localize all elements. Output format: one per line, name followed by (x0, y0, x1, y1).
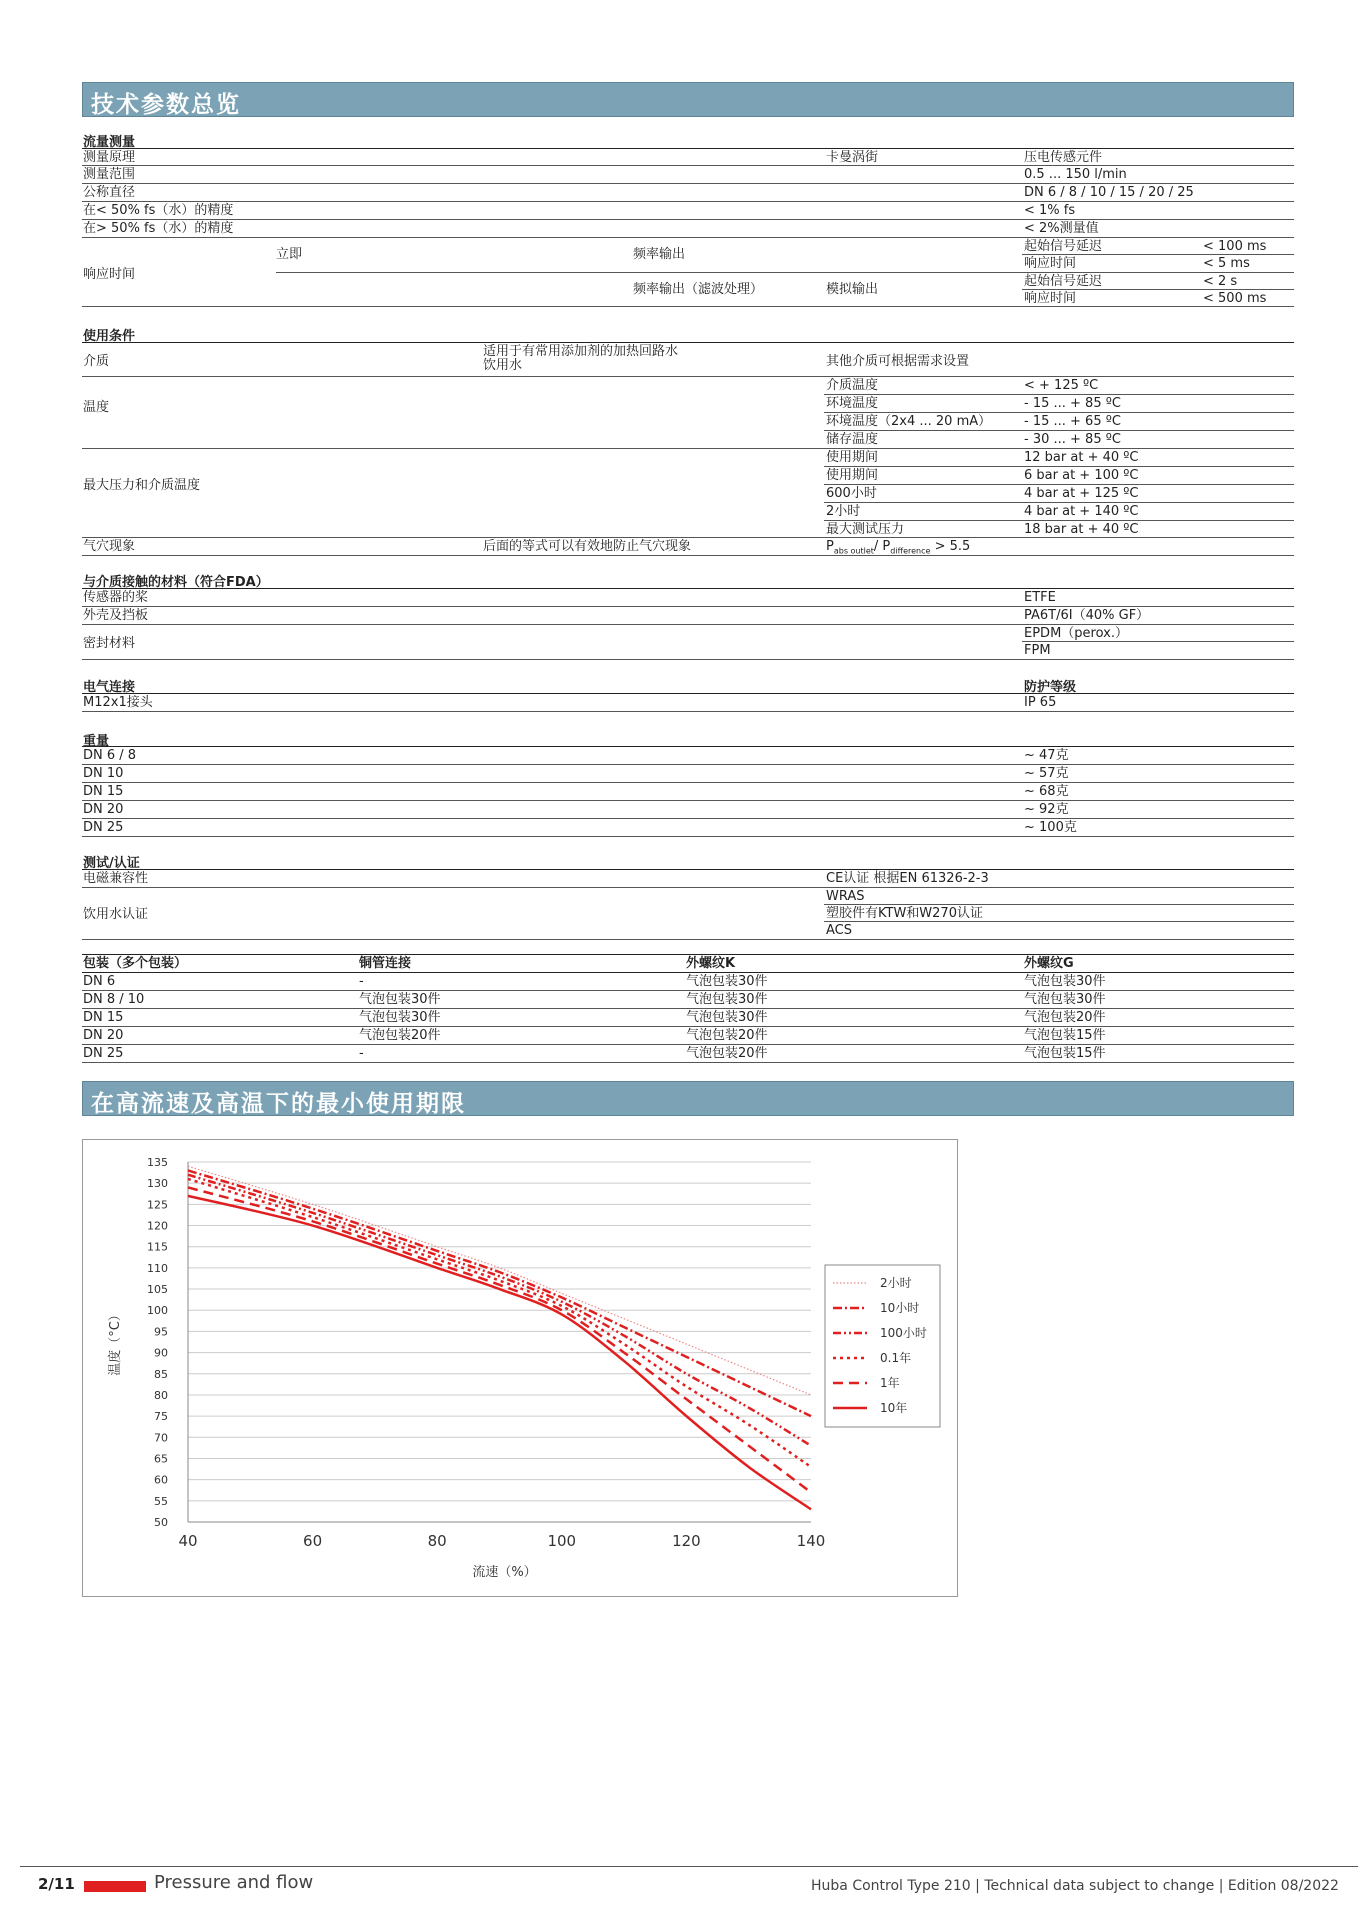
y-tick-label: 120 (147, 1219, 168, 1233)
weight-value: ~ 92克 (1024, 802, 1069, 817)
divider (824, 412, 1294, 413)
divider (824, 904, 1294, 905)
y-tick-label: 70 (154, 1431, 168, 1445)
divider (82, 711, 1294, 712)
emc-label: 电磁兼容性 (83, 871, 149, 886)
divider (82, 555, 1294, 556)
acc-high-value: < 2%测量值 (1024, 221, 1099, 236)
pack-header-col4: 外螺纹G (1024, 956, 1074, 971)
divider (82, 201, 1294, 202)
y-tick-label: 65 (154, 1452, 168, 1466)
start-delay-label: 起始信号延迟 (1024, 239, 1103, 254)
materials-heading: 与介质接触的材料（符合FDA） (83, 575, 269, 590)
pack-cell: DN 20 (83, 1028, 124, 1043)
divider (82, 869, 1294, 870)
y-tick-label: 115 (147, 1240, 168, 1254)
divider (82, 148, 1294, 149)
flow-heading: 流量测量 (83, 135, 136, 150)
legend-label: 1年 (880, 1376, 900, 1390)
footer-divider (20, 1866, 1358, 1867)
pack-cell: 气泡包装20件 (686, 1046, 768, 1061)
legend-label: 10年 (880, 1401, 908, 1415)
divider (82, 818, 1294, 819)
pack-header-col2: 铜管连接 (359, 956, 412, 971)
freq-out-label: 频率输出 (633, 247, 686, 262)
y-tick-label: 75 (154, 1410, 168, 1424)
weight-key: DN 25 (83, 820, 124, 835)
divider (1022, 289, 1294, 290)
pack-cell: 气泡包装30件 (686, 1010, 768, 1025)
temp-row-key: 介质温度 (826, 378, 879, 393)
pack-header-col1: 包装（多个包装） (83, 956, 188, 971)
divider (82, 887, 1294, 888)
weight-value: ~ 47克 (1024, 748, 1069, 763)
pressure-row-value: 6 bar at + 100 ºC (1024, 468, 1139, 483)
y-tick-label: 50 (154, 1516, 168, 1529)
y-tick-label: 100 (147, 1304, 168, 1318)
temp-row-value: - 15 ... + 85 ºC (1024, 396, 1121, 411)
emc-value: CE认证 根据EN 61326-2-3 (826, 871, 989, 886)
y-tick-label: 80 (154, 1388, 168, 1402)
series-line (188, 1179, 811, 1467)
y-tick-label: 60 (154, 1473, 168, 1487)
r1-delay-value: < 100 ms (1203, 239, 1267, 254)
freq-out-filtered-label: 频率输出（滤波处理） (633, 282, 764, 297)
material-value: ETFE (1024, 590, 1056, 605)
pressure-row-key: 使用期间 (826, 468, 879, 483)
cavitation-label: 气穴现象 (83, 539, 136, 554)
divider (1022, 641, 1294, 642)
range-label: 测量范围 (83, 167, 136, 182)
lifetime-chart (83, 1140, 957, 1596)
divider (82, 606, 1294, 607)
y-tick-label: 105 (147, 1283, 168, 1297)
protection-heading: 防护等级 (1024, 680, 1077, 695)
divider (82, 954, 1294, 955)
response-label: 响应时间 (83, 267, 136, 282)
y-tick-label: 95 (154, 1325, 168, 1339)
pack-cell: - (359, 974, 364, 989)
y-tick-label: 135 (147, 1156, 168, 1169)
pack-cell: DN 25 (83, 1046, 124, 1061)
x-tick-label: 120 (672, 1532, 701, 1550)
divider (82, 183, 1294, 184)
weight-heading: 重量 (83, 734, 110, 749)
footer-red-bar (84, 1881, 146, 1892)
temp-row-value: - 30 ... + 85 ºC (1024, 432, 1121, 447)
pressure-row-value: 12 bar at + 40 ºC (1024, 450, 1139, 465)
pressure-label: 最大压力和介质温度 (83, 478, 201, 493)
pack-cell: 气泡包装30件 (359, 992, 441, 1007)
page-number: 2/11 (38, 1875, 75, 1893)
y-tick-label: 85 (154, 1367, 168, 1381)
divider (824, 502, 1294, 503)
resp-time-label: 响应时间 (1024, 256, 1077, 271)
footer-info: Huba Control Type 210 | Technical data subject to change | Edition 08/2022 (811, 1878, 1339, 1894)
pack-cell: - (359, 1046, 364, 1061)
seal-value-2: FPM (1024, 643, 1051, 658)
weight-value: ~ 57克 (1024, 766, 1069, 781)
temp-label: 温度 (83, 400, 110, 415)
temp-row-value: - 15 ... + 65 ºC (1024, 414, 1121, 429)
weight-value: ~ 68克 (1024, 784, 1069, 799)
y-tick-label: 130 (147, 1177, 168, 1191)
x-tick-label: 140 (796, 1532, 826, 1550)
temp-row-key: 环境温度 (826, 396, 879, 411)
series-line (188, 1170, 811, 1416)
material-key: 传感器的桨 (83, 590, 149, 605)
principle-mid: 卡曼涡街 (826, 150, 879, 165)
divider (82, 342, 1294, 343)
r2-resp-value: < 500 ms (1203, 291, 1267, 306)
divider (824, 394, 1294, 395)
r2-delay-value: < 2 s (1203, 274, 1238, 289)
series-line (188, 1166, 811, 1395)
pressure-row-key: 600小时 (826, 486, 877, 501)
cavitation-formula: $P_{abs outlet}/$ $P_{difference} > 5.5$ (826, 539, 971, 556)
pressure-row-key: 2小时 (826, 504, 861, 519)
x-tick-label: 80 (427, 1532, 447, 1550)
y-axis-label: 温度（°C） (108, 1308, 123, 1376)
water-value: 塑胶件有KTW和W270认证 (826, 906, 983, 921)
divider (82, 306, 1294, 307)
divider (82, 836, 1294, 837)
divider (82, 1062, 1294, 1063)
r1-resp-value: < 5 ms (1203, 256, 1250, 271)
temp-row-value: < + 125 ºC (1024, 378, 1099, 393)
divider (82, 537, 1294, 538)
pressure-row-value: 18 bar at + 40 ºC (1024, 522, 1139, 537)
series-line (188, 1187, 811, 1492)
y-tick-label: 90 (154, 1346, 168, 1360)
divider (82, 448, 1294, 449)
acc-low-value: < 1% fs (1024, 203, 1076, 218)
x-tick-label: 60 (303, 1532, 323, 1550)
pack-cell: 气泡包装30件 (1024, 992, 1106, 1007)
temp-row-key: 储存温度 (826, 432, 879, 447)
divider (82, 237, 1294, 238)
divider (82, 939, 1294, 940)
divider (82, 746, 1294, 747)
conditions-heading: 使用条件 (83, 329, 136, 344)
divider (82, 659, 1294, 660)
divider (82, 624, 1294, 625)
divider (824, 520, 1294, 521)
pack-cell: 气泡包装15件 (1024, 1028, 1106, 1043)
divider (1022, 254, 1294, 255)
divider (82, 764, 1294, 765)
divider (82, 165, 1294, 166)
divider (824, 921, 1294, 922)
y-tick-label: 55 (154, 1494, 168, 1508)
dn-value: DN 6 / 8 / 10 / 15 / 20 / 25 (1024, 185, 1194, 200)
divider (82, 693, 1294, 694)
legend-label: 0.1年 (880, 1351, 912, 1365)
water-label: 饮用水认证 (83, 907, 149, 922)
resp-time-label-2: 响应时间 (1024, 291, 1077, 306)
pressure-row-key: 使用期间 (826, 450, 879, 465)
divider (82, 588, 1294, 589)
start-delay-label-2: 起始信号延迟 (1024, 274, 1103, 289)
pack-cell: DN 6 (83, 974, 116, 989)
chart-frame (82, 1139, 958, 1597)
divider (82, 219, 1294, 220)
y-tick-label: 125 (147, 1198, 168, 1212)
legend-label: 100小时 (880, 1326, 927, 1340)
legend-label: 2小时 (880, 1276, 912, 1290)
medium-other: 其他介质可根据需求设置 (826, 354, 970, 369)
principle-label: 测量原理 (83, 150, 136, 165)
x-tick-label: 100 (547, 1532, 577, 1550)
material-value: PA6T/6I（40% GF） (1024, 608, 1150, 623)
divider (82, 1008, 1294, 1009)
divider (276, 272, 1294, 273)
x-axis-label: 流速（%） (472, 1565, 537, 1580)
acc-high-label: 在> 50% fs（水）的精度 (83, 221, 234, 236)
legend-label: 10小时 (880, 1301, 920, 1315)
weight-key: DN 10 (83, 766, 124, 781)
pressure-row-key: 最大测试压力 (826, 522, 905, 537)
divider (82, 376, 1294, 377)
immediate-label: 立即 (276, 247, 303, 262)
pack-cell: 气泡包装30件 (686, 974, 768, 989)
pack-cell: 气泡包装15件 (1024, 1046, 1106, 1061)
divider (82, 1044, 1294, 1045)
chart-banner (82, 1081, 1294, 1116)
x-tick-label: 40 (178, 1532, 198, 1550)
pack-cell: 气泡包装20件 (686, 1028, 768, 1043)
pack-header-col3: 外螺纹K (686, 956, 736, 971)
pressure-row-value: 4 bar at + 140 ºC (1024, 504, 1139, 519)
ip-value: IP 65 (1024, 695, 1057, 710)
pack-cell: 气泡包装20件 (359, 1028, 441, 1043)
pack-cell: 气泡包装20件 (1024, 1010, 1106, 1025)
divider (824, 484, 1294, 485)
water-value: ACS (826, 923, 852, 938)
divider (82, 972, 1294, 973)
water-value: WRAS (826, 889, 865, 904)
seal-label: 密封材料 (83, 636, 136, 651)
overview-title: 技术参数总览 (91, 92, 241, 118)
acc-low-label: 在< 50% fs（水）的精度 (83, 203, 234, 218)
pack-cell: 气泡包装30件 (1024, 974, 1106, 989)
pack-cell: 气泡包装30件 (686, 992, 768, 1007)
weight-key: DN 15 (83, 784, 124, 799)
divider (824, 466, 1294, 467)
overview-banner (82, 82, 1294, 117)
pack-cell: 气泡包装30件 (359, 1010, 441, 1025)
y-tick-label: 110 (147, 1261, 168, 1275)
footer-section: Pressure and flow (154, 1872, 314, 1893)
material-key: 外壳及挡板 (83, 608, 149, 623)
weight-value: ~ 100克 (1024, 820, 1077, 835)
medium-line1: 适用于有常用添加剂的加热回路水 (483, 344, 679, 359)
cavitation-text: 后面的等式可以有效地防止气穴现象 (483, 539, 692, 554)
medium-line2: 饮用水 (483, 358, 523, 373)
temp-row-key: 环境温度（2x4 ... 20 mA） (826, 414, 992, 429)
pressure-row-value: 4 bar at + 125 ºC (1024, 486, 1139, 501)
seal-value-1: EPDM（perox.） (1024, 626, 1128, 641)
range-value: 0.5 ... 150 l/min (1024, 167, 1127, 182)
tests-heading: 测试/认证 (83, 856, 140, 871)
pack-cell: DN 8 / 10 (83, 992, 145, 1007)
medium-label: 介质 (83, 354, 110, 369)
divider (824, 430, 1294, 431)
connector-value: M12x1接头 (83, 695, 153, 710)
divider (82, 782, 1294, 783)
divider (82, 1026, 1294, 1027)
weight-key: DN 6 / 8 (83, 748, 137, 763)
pack-cell: DN 15 (83, 1010, 124, 1025)
chart-section-title: 在高流速及高温下的最小使用期限 (91, 1091, 466, 1117)
divider (82, 800, 1294, 801)
dn-label: 公称直径 (83, 185, 136, 200)
principle-value: 压电传感元件 (1024, 150, 1103, 165)
analog-out-label: 模拟输出 (826, 282, 879, 297)
divider (82, 990, 1294, 991)
weight-key: DN 20 (83, 802, 124, 817)
electrical-heading: 电气连接 (83, 680, 136, 695)
